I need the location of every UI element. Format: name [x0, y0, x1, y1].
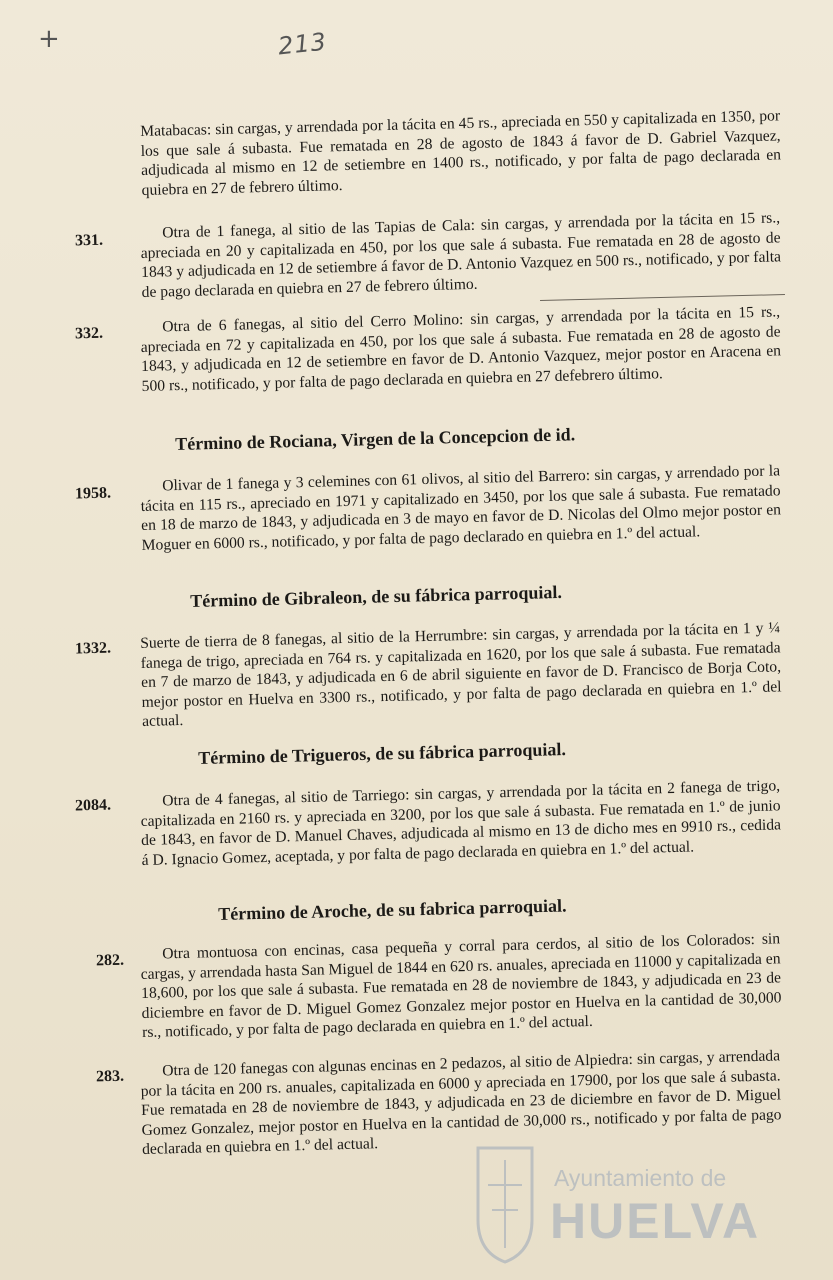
entry-text: Otra de 6 fanegas, al sitio del Cerro Molino: sin cargas, y arrendada por la tácita en 15 rs., apreciada en 72 y capitalizada en 450, por los que sale á subasta. Fue rematada en 28 de agosto de 1843, y adjudicada en 12 de setiembre en favor de D. Antonio Vazquez, mejor postor en Aracena en 500 rs., notificado, y por falta de pago declarada en quiebra en 27 defebrero último. — [140, 303, 782, 395]
section-heading: Término de Trigueros, de su fábrica parroquial. — [198, 739, 567, 768]
handwritten-page-number: 213 — [276, 27, 329, 61]
entry-paragraph — [140, 618, 782, 732]
entry-number: 332. — [74, 324, 104, 343]
entry-number: 331. — [74, 231, 104, 250]
entry-text: Otra de 1 fanega, al sitio de las Tapias de Cala: sin cargas, y arrendada por la tácita en 15 rs., apreciada en 20 y capitalizada en 450, por los que sale á subasta. Fue rematada en 28 de agosto de 1843 y adjudicada en 12 de setiembre á favor de D. Antonio Vazquez en 500 rs., notificado, y por falta de pago declarada en quiebra en 27 de febrero último. — [140, 209, 782, 301]
entry-number: 2084. — [74, 796, 112, 815]
entry-paragraph — [140, 461, 782, 555]
entry-number: 1958. — [74, 484, 112, 503]
entry-number: 282. — [95, 951, 125, 970]
shield-icon — [470, 1140, 540, 1265]
entry-text: Matabacas: sin cargas, y arrendada por la tácita en 45 rs., apreciada en 550 y capitalizada en 1350, por los que sale á subasta. Fue rematada en 28 de agosto de 1843 á favor de D. Gabriel Vazquez, adjudicada al mismo en 12 de setiembre en 1400 rs., notificado, y por falta de pago declarada en quiebra en 27 de febrero último. — [140, 107, 782, 199]
section-heading: Término de Aroche, de su fabrica parroquial. — [218, 895, 567, 924]
entry-text: Otra de 4 fanegas, al sitio de Tarriego: sin cargas, y arrendada por la tácita en 2 fanega de trigo, capitalizada en 2160 rs. y apreciada en 3200, por los que sale á subasta. Fue rematada en 1.º de junio de 1843, en favor de D. Manuel Chaves, adjudicada al mismo en 13 de dicho mes en 9910 rs., cedida á D. Ignacio Gomez, aceptada, y por falta de pago declarada en quiebra en 1.º del actual. — [140, 777, 782, 869]
section-heading: Término de Rociana, Virgen de la Concepcion de id. — [175, 424, 576, 454]
divider-rule — [540, 294, 785, 301]
entry-text: Olivar de 1 fanega y 3 celemines con 61 olivos, al sitio del Barrero: sin cargas, y arrendado por la tácita en 115 rs., apreciado en 1971 y capitalizado en 3450, por los que sale á subasta. Fue rematado en 18 de marzo de 1843, y adjudicada en 3 de mayo en favor de D. Nicolas del Olmo mejor postor en Moguer en 6000 rs., notificado, y por falta de pago declarado en quiebra en 1.º del actual. — [140, 462, 782, 554]
entry-paragraph — [140, 302, 782, 396]
entry-paragraph — [140, 929, 782, 1043]
entry-number: 283. — [95, 1067, 125, 1086]
watermark-line1: Ayuntamiento de — [554, 1165, 727, 1191]
entry-text: Otra de 120 fanegas con algunas encinas en 2 pedazos, al sitio de Alpiedra: sin cargas, y arrendada por la tácita en 200 rs. anuales, capitalizada en 6000 y apreciada en 17900, por los que sale á subasta. Fue rematada en 28 de noviembre de 1843, y adjudicada en 23 de diciembre en favor de D. Miguel Gomez Gonzalez, mejor postor en Huelva en la cantidad de 30,000 rs., notificado y por falta de pago declarada en quiebra en 1.º del actual. — [140, 1047, 782, 1159]
entry-paragraph — [140, 776, 782, 870]
entry-paragraph — [140, 106, 782, 200]
section-heading: Término de Gibraleon, de su fábrica parroquial. — [190, 581, 563, 611]
archive-watermark — [470, 1140, 790, 1270]
handwritten-mark: + — [38, 24, 60, 54]
watermark-line2: HUELVA — [550, 1193, 761, 1249]
entry-paragraph — [140, 208, 782, 302]
entry-text: Suerte de tierra de 8 fanegas, al sitio de la Herrumbre: sin cargas, y arrendada por la tácita en 1 y ¼ fanega de trigo, apreciada en 764 rs. y capitalizada en 1620, por los que sale á subasta. Fue rematada en 7 de marzo de 1843, y adjudicada en 6 de abril siguiente en favor de D. Francisco de Borja Coto, mejor postor en Huelva en 3300 rs., notificado, y por falta de pago declarada en quiebra en 1.º del actual. — [140, 619, 782, 731]
entry-number: 1332. — [74, 639, 112, 658]
entry-text: Otra montuosa con encinas, casa pequeña y corral para cerdos, al sitio de los Colorados: sin cargas, y arrendada hasta San Miguel de 1844 en 620 rs. anuales, apreciada en 11000 y capitalizada en 18,600, por los que sale á subasta. Fue rematada en 28 de noviembre de 1843, y adjudicada en 23 de diciembre en favor de D. Miguel Gomez Gonzalez mejor postor en Huelva en la cantidad de 30,000 rs., notificado, y por falta de pago declarada en quiebra en 1.º del actual. — [140, 930, 782, 1042]
